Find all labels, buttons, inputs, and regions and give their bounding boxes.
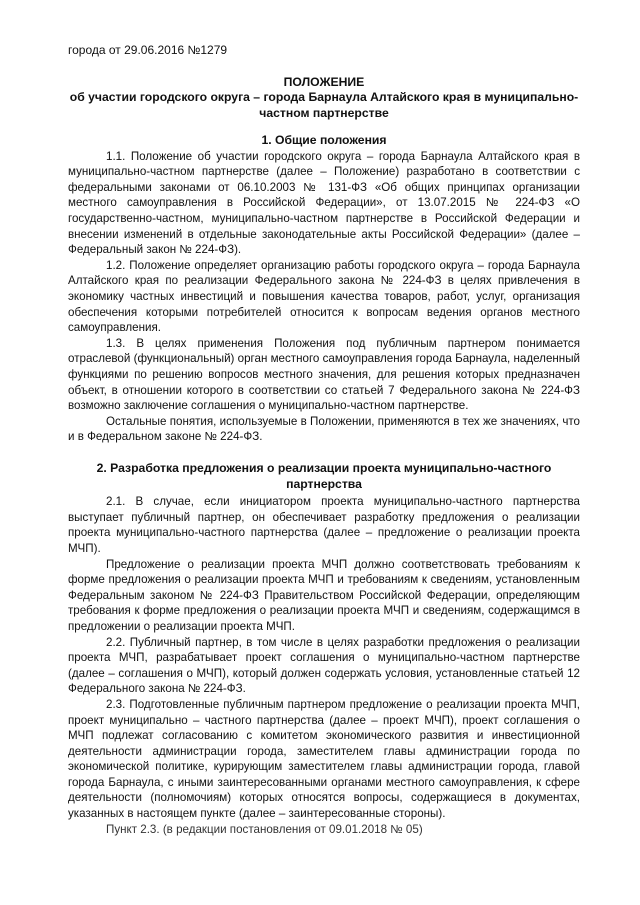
section-1 [68,133,580,445]
document-title: ПОЛОЖЕНИЕ [283,75,365,89]
section-2-heading: 2. Разработка предложения о реализации проекта муниципально-частного партнерства [96,461,552,491]
amendment-note-link[interactable]: Пункт 2.3. (в редакции постановления от 09.01.2018 № 05) [106,822,423,836]
paragraph-1-3: 1.3. В целях применения Положения под публичным партнером понимается отраслевой (функциональный) орган местного самоуправления города Барнаула, наделенный функциями по решению вопросов местного значения, для решения которых предназначен объект, в отношении которого в соответствии со статьей 7 Федерального закона № 224-ФЗ возможно заключение соглашения о муниципально-частном партнерстве. [68,336,581,413]
paragraph-2-1b: Предложение о реализации проекта МЧП должно соответствовать требованиям к форме предложения о реализации проекта МЧП и требованиям к сведениям, установленным Федеральным законом № 224-ФЗ Правительством Российской Федерации, определяющим требования к форме предложения о реализации проекта МЧП и сведениям, содержащимся в предложении о реализации проекта МЧП. [68,557,580,633]
paragraph-2-3: 2.3. Подготовленные публичным партнером предложение о реализации проекта МЧП, проект муниципально – частного партнерства (далее – проект МЧП), проект соглашения о МЧП подлежат согласованию с комитетом экономического развития и инвестиционной деятельности администрации города, заместителем главы администрации города по экономической политике, курирующим заместителем главы администрации города, главой города Барнаула, с иными заинтересованными органами местного самоуправления, к сфере деятельности (полномочиям) которых относятся вопросы, содержащиеся в документах, указанных в настоящем пункте (далее – заинтересованные стороны). [68,697,580,821]
paragraph-1-3b: Остальные понятия, используемые в Положении, применяются в тех же значениях, что и в Федеральном законе № 224-ФЗ. [68,414,580,444]
section-1-heading: 1. Общие положения [261,133,387,147]
paragraph-2-1: 2.1. В случае, если инициатором проекта муниципально-частного партнерства выступает публичный партнер, он обеспечивает разработку предложения о реализации проекта муниципально-частного партнерства (далее – предложение о реализации проекта МЧП). [68,495,580,555]
paragraph-1-2: 1.2. Положение определяет организацию работы городского округа – города Барнаула Алтайского края по реализации Федерального закона № 224-ФЗ в целях привлечения в экономику частных инвестиций и повышения качества товаров, работ, услуг, организация обеспечения которыми потребителей относится к вопросам ведения органов местного самоуправления. [68,258,580,335]
paragraph-1-1: 1.1. Положение об участии городского округа – города Барнаула Алтайского края в муниципально-частном партнерстве (далее – Положение) разработано в соответствии с федеральными законами от 06.10.2003 № 131-ФЗ «Об общих принципах организации местного самоуправления в Российской Федерации», от 13.07.2015 № 224-ФЗ «О государственно-частном, муниципально-частном партнерстве в Российской Федерации и внесении изменений в отдельные законодательные акты Российской Федерации» (далее – Федеральный закон № 224-ФЗ). [68,149,580,257]
document-header: города от 29.06.2016 №1279 [68,43,228,57]
section-2 [68,461,580,837]
paragraph-2-2: 2.2. Публичный партнер, в том числе в целях разработки предложения о реализации проекта МЧП, разрабатывает проект соглашения о муниципально-частном партнерстве (далее – соглашения о МЧП), который должен содержать условия, установленные статьей 12 Федерального закона № 224-ФЗ. [68,635,580,696]
document-subtitle: об участии городского округа – города Барнаула Алтайского края в муниципально-частном партнерстве [69,90,579,120]
